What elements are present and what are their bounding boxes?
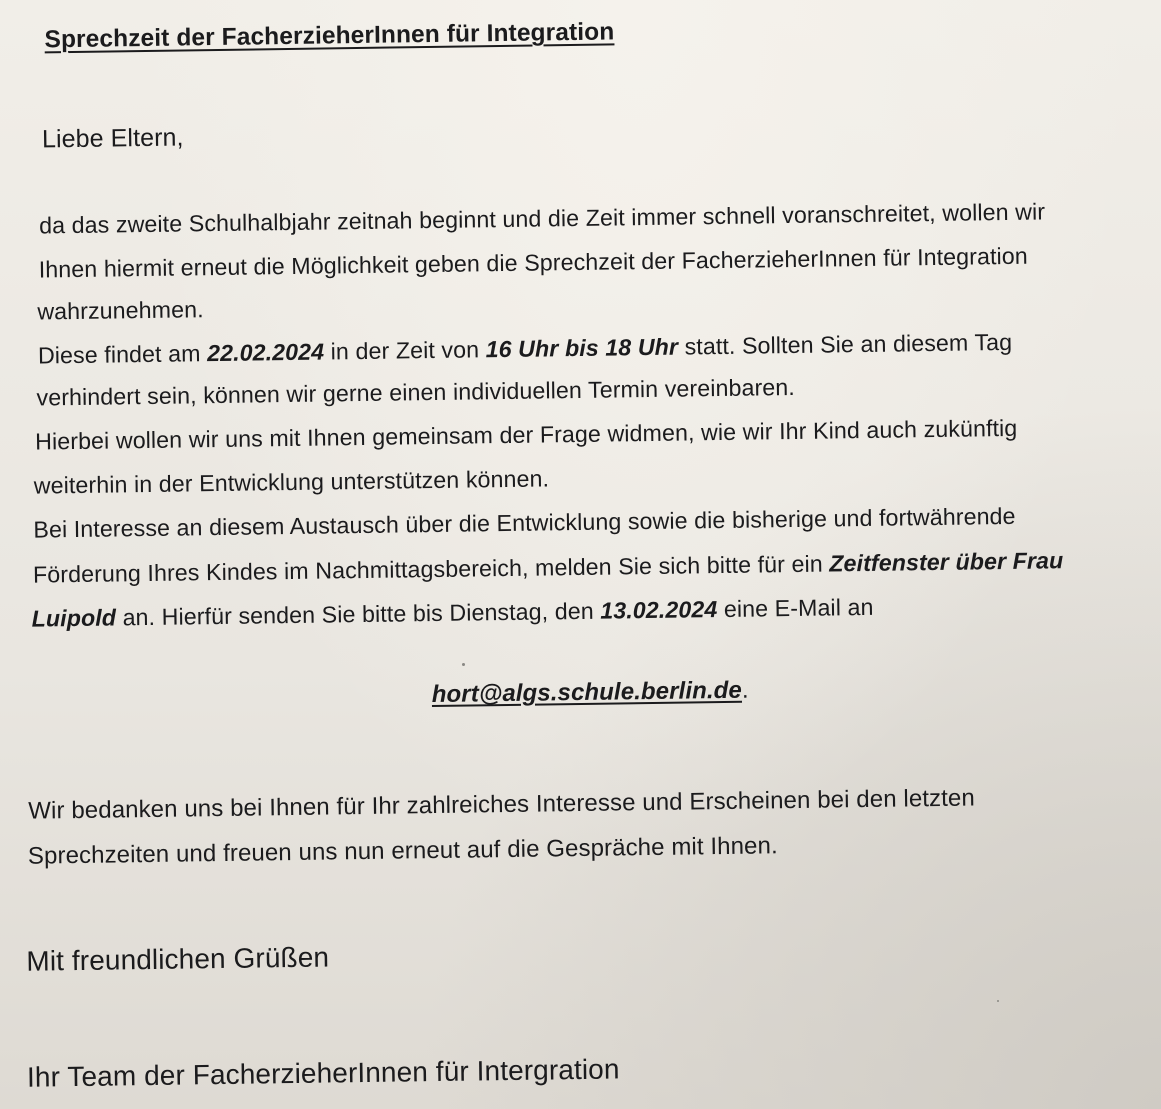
text-span: statt. Sollten Sie an diesem Tag [677, 328, 1013, 360]
text-span: an. Hierfür senden Sie bitte bis Dienstag, den [115, 597, 601, 631]
paragraph-line: verhindert sein, können wir gerne einen individuellen Termin vereinbaren. [36, 373, 796, 411]
paragraph-line: Hierbei wollen wir uns mit Ihnen gemeinsam der Frage widmen, wie wir Ihr Kind auch zukünftig [34, 414, 1018, 455]
paragraph-line [31, 592, 873, 634]
appointment-date: 22.02.2024 [206, 338, 325, 367]
salutation: Liebe Eltern, [41, 123, 184, 154]
email-suffix: . [741, 676, 749, 704]
paper-speck [462, 663, 465, 666]
contact-name: Luipold [31, 604, 117, 632]
deadline-date: 13.02.2024 [600, 596, 718, 624]
text-span: in der Zeit von [323, 336, 486, 365]
paper-speck [997, 1000, 999, 1002]
paragraph-line [33, 545, 1064, 589]
paragraph-line [38, 327, 1013, 371]
text-span: Förderung Ihres Kindes im Nachmittagsbereich, melden Sie sich bitte für ein [32, 550, 830, 588]
text-span: da das zweite Schulhalbjahr zeitnah beginnt und die Zeit immer schnell voranschreitet, wollen wir [38, 198, 1046, 239]
text-span: Ihnen hiermit erneut die Möglichkeit geben die Sprechzeit der FacherzieherInnen für Integration [38, 242, 1028, 283]
email-link[interactable]: hort@algs.schule.berlin.de [431, 676, 743, 709]
email-line [10, 670, 1161, 716]
paragraph-line: Bei Interesse an diesem Austausch über die Entwicklung sowie die bisherige und fortwährende [33, 502, 1016, 543]
paragraph-line [39, 239, 1149, 284]
appointment-time: 16 Uhr bis 18 Uhr [485, 333, 679, 363]
paragraph-line: weiterhin in der Entwicklung unterstützen können. [33, 465, 550, 499]
text-span: eine E-Mail an [717, 593, 874, 623]
contact-window-text: Zeitfenster über Frau [829, 547, 1064, 577]
paragraph-line: Sprechzeiten und freuen uns nun erneut auf die Gespräche mit Ihnen. [27, 832, 778, 870]
signature: Ihr Team der FacherzieherInnen für Intergration [26, 1053, 620, 1093]
text-span: Diese findet am [37, 340, 208, 369]
paragraph-line: wahrzunehmen. [37, 296, 204, 325]
letter-title: Sprechzeit der FacherzieherInnen für Integration [44, 18, 615, 54]
paragraph-line: Wir bedanken uns bei Ihnen für Ihr zahlreiches Interesse und Erscheinen bei den letzten [28, 784, 976, 825]
paragraph-line [39, 195, 1147, 240]
closing: Mit freundlichen Grüßen [26, 941, 330, 977]
